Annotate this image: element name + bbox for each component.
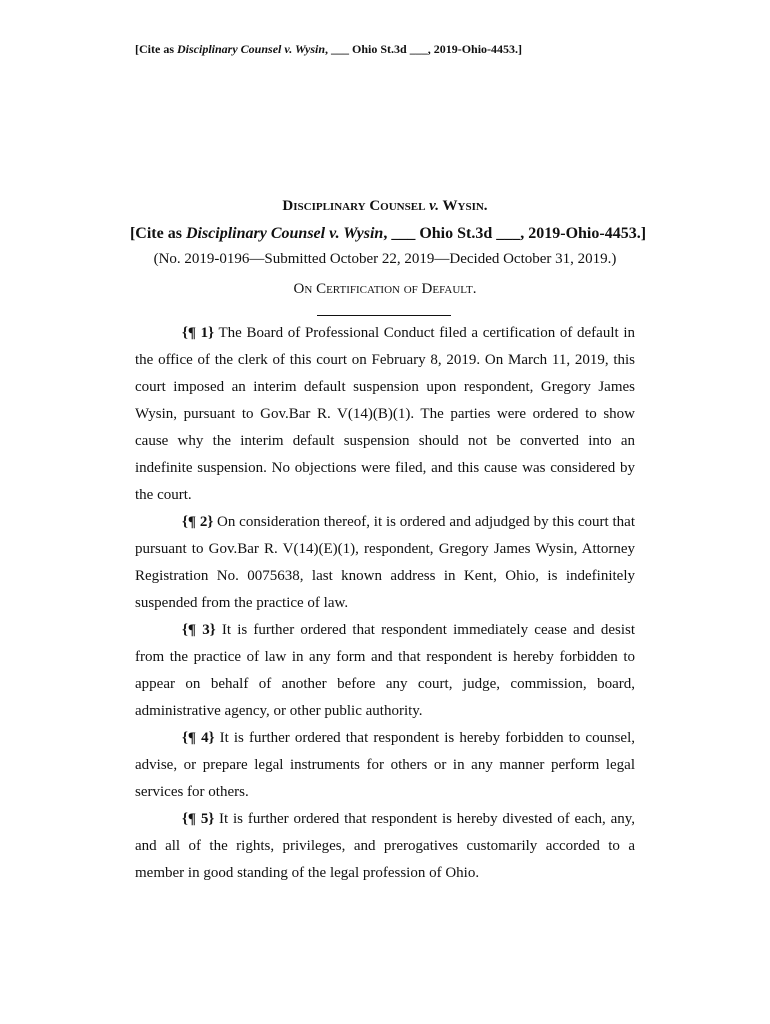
paragraph-3 [135, 617, 635, 725]
docket-line: (No. 2019-0196—Submitted October 22, 2019—Decided October 31, 2019.) [153, 251, 617, 267]
paragraph-text: It is further ordered that respondent is hereby forbidden to counsel, advise, or prepare legal instruments for others or in any manner perform legal services for others. [135, 730, 635, 800]
running-header-case-name: Disciplinary Counsel v. Wysin [177, 42, 326, 56]
paragraph-5 [135, 806, 635, 887]
case-title-party-2: Wysin. [442, 198, 488, 214]
case-caption [0, 196, 770, 300]
paragraph-text: On consideration thereof, it is ordered and adjudged by this court that pursuant to Gov.Bar R. V(14)(E)(1), respondent, Gregory James Wysin, Attorney Registration No. 0075638, last known address in Kent, Ohio, is indefinitely suspended from the practice of law. [135, 514, 636, 611]
case-title-versus: v. [429, 198, 440, 214]
citation-case-name: Disciplinary Counsel v. Wysin [185, 225, 384, 242]
running-header-suffix: , ___ Ohio St.3d ___, 2019-Ohio-4453.] [325, 42, 523, 56]
case-title [0, 196, 770, 216]
paragraph-number: {¶ 5} [182, 811, 215, 827]
case-title-party-1: Disciplinary Counsel [282, 198, 426, 214]
paragraph-text: It is further ordered that respondent is hereby divested of each, any, and all of the rights, privileges, and prerogatives customarily accorded to a member in good standing of the legal profession of Ohio. [135, 811, 636, 881]
section-divider [317, 315, 451, 316]
citation-line [6, 222, 770, 246]
paragraph-number: {¶ 4} [182, 730, 215, 746]
paragraph-1 [135, 320, 635, 509]
paragraph-text: The Board of Professional Conduct filed a certification of default in the office of the clerk of this court on February 8, 2019. On March 11, 2019, this court imposed an interim default suspension upon respondent, Gregory James Wysin, pursuant to Gov.Bar R. V(14)(B)(1). The parties were ordered to show cause why the interim default suspension should not be converted into an indefinite suspension. No objections were filed, and this cause was considered by the court. [135, 325, 636, 503]
citation-prefix: [Cite as [129, 225, 186, 242]
running-header [135, 42, 522, 57]
paragraph-2 [135, 509, 635, 617]
citation-suffix: , ___ Ohio St.3d ___, 2019-Ohio-4453.] [383, 225, 647, 242]
certification-heading: On Certification of Default. [293, 281, 477, 297]
paragraph-4 [135, 725, 635, 806]
paragraph-text: It is further ordered that respondent immediately cease and desist from the practice of law in any form and that respondent is hereby forbidden to appear on behalf of another before any court, judge, commission, board, administrative agency, or other public authority. [135, 622, 635, 719]
paragraph-number: {¶ 2} [182, 514, 214, 530]
paragraph-number: {¶ 3} [182, 622, 216, 638]
paragraph-number: {¶ 1} [182, 325, 215, 341]
opinion-body [135, 320, 635, 887]
running-header-prefix: [Cite as [135, 42, 177, 56]
